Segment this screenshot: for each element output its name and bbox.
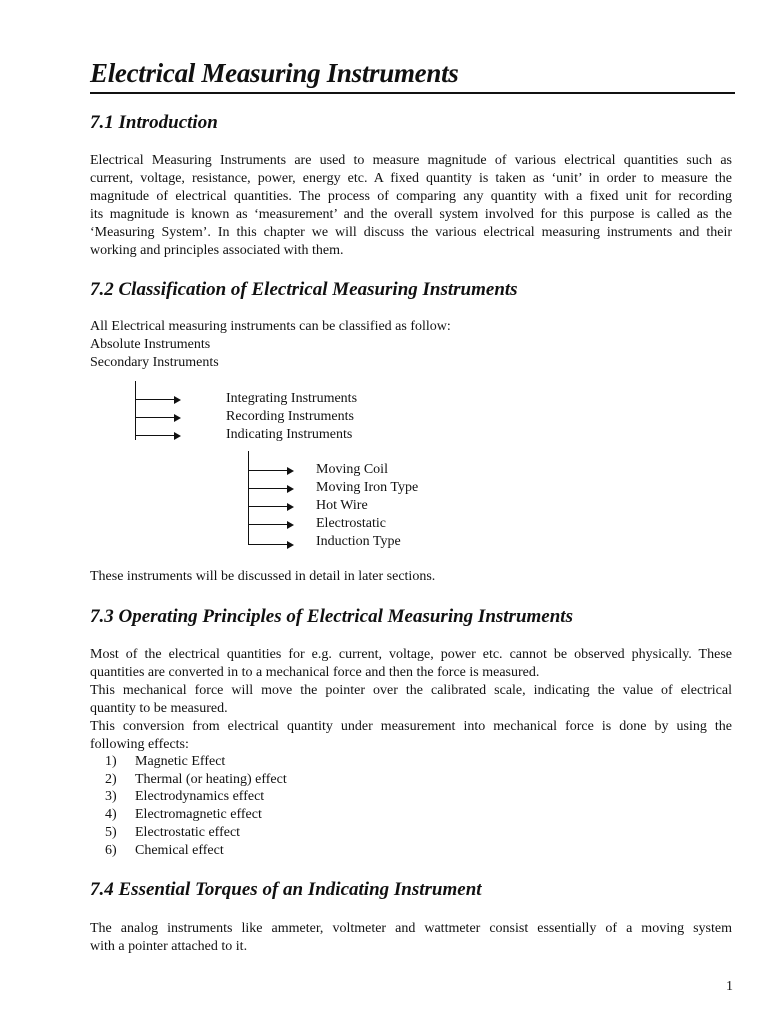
secondary-type: Indicating Instruments: [226, 427, 353, 442]
arrow-icon: [249, 524, 292, 525]
paragraph-line: Most of the electrical quantities for e.g. current, voltage, power etc. cannot be observed physically. These: [90, 647, 732, 662]
classification-intro: All Electrical measuring instruments can be classified as follow:: [90, 319, 451, 334]
indicating-type: Hot Wire: [316, 498, 368, 513]
list-item: Thermal (or heating) effect: [135, 772, 287, 787]
list-item: Electromagnetic effect: [135, 807, 262, 822]
arrow-icon: [249, 506, 292, 507]
list-item: Electrodynamics effect: [135, 789, 265, 804]
heading-7-4: 7.4 Essential Torques of an Indicating Instrument: [90, 879, 482, 900]
arrow-icon: [249, 470, 292, 471]
list-number: 3): [105, 789, 117, 804]
arrow-icon: [249, 544, 292, 545]
list-number: 5): [105, 825, 117, 840]
heading-7-3: 7.3 Operating Principles of Electrical Measuring Instruments: [90, 606, 573, 627]
heading-7-2: 7.2 Classification of Electrical Measuring Instruments: [90, 279, 518, 300]
branch-line: [135, 381, 136, 440]
paragraph-line: quantity to be measured.: [90, 701, 228, 716]
classification-closing: These instruments will be discussed in detail in later sections.: [90, 569, 436, 584]
paragraph-line: its magnitude is known as ‘measurement’ and the overall system involved for this purpose is called as the: [90, 207, 732, 222]
arrow-icon: [136, 399, 179, 400]
indicating-type: Moving Coil: [316, 462, 388, 477]
paragraph-line: following effects:: [90, 737, 189, 752]
paragraph-line: with a pointer attached to it.: [90, 939, 248, 954]
list-number: 1): [105, 754, 117, 769]
indicating-type: Electrostatic: [316, 516, 386, 531]
list-number: 4): [105, 807, 117, 822]
indicating-type: Moving Iron Type: [316, 480, 419, 495]
absolute-instruments: Absolute Instruments: [90, 337, 211, 352]
paragraph-line: The analog instruments like ammeter, voltmeter and wattmeter consist essentially of a moving system: [90, 921, 732, 936]
arrow-icon: [136, 435, 179, 436]
page-number: 1: [726, 979, 733, 994]
branch-line: [248, 451, 249, 545]
list-number: 2): [105, 772, 117, 787]
paragraph-line: magnitude of electrical quantities. The process of comparing any quantity with a fixed unit for recording: [90, 189, 732, 204]
paragraph-line: current, voltage, resistance, power, energy etc. A fixed quantity is taken as ‘unit’ in order to measure the: [90, 171, 732, 186]
paragraph-line: This mechanical force will move the pointer over the calibrated scale, indicating the value of electrical: [90, 683, 732, 698]
paragraph-line: working and principles associated with them.: [90, 243, 344, 258]
paragraph-line: This conversion from electrical quantity under measurement into mechanical force is done by using the: [90, 719, 732, 734]
document-title: Electrical Measuring Instruments: [90, 58, 459, 88]
paragraph-line: ‘Measuring System’. In this chapter we will discuss the various electrical measuring instruments and their: [90, 225, 732, 240]
paragraph-line: Electrical Measuring Instruments are used to measure magnitude of various electrical quantities such as: [90, 153, 732, 168]
list-number: 6): [105, 843, 117, 858]
paragraph-line: quantities are converted in to a mechanical force and then the force is measured.: [90, 665, 540, 680]
arrow-icon: [136, 417, 179, 418]
title-rule: [90, 92, 735, 94]
indicating-type: Induction Type: [316, 534, 401, 549]
secondary-instruments: Secondary Instruments: [90, 355, 219, 370]
list-item: Chemical effect: [135, 843, 224, 858]
secondary-type: Integrating Instruments: [226, 391, 358, 406]
list-item: Magnetic Effect: [135, 754, 226, 769]
list-item: Electrostatic effect: [135, 825, 241, 840]
secondary-type: Recording Instruments: [226, 409, 354, 424]
arrow-icon: [249, 488, 292, 489]
heading-7-1: 7.1 Introduction: [90, 112, 218, 133]
